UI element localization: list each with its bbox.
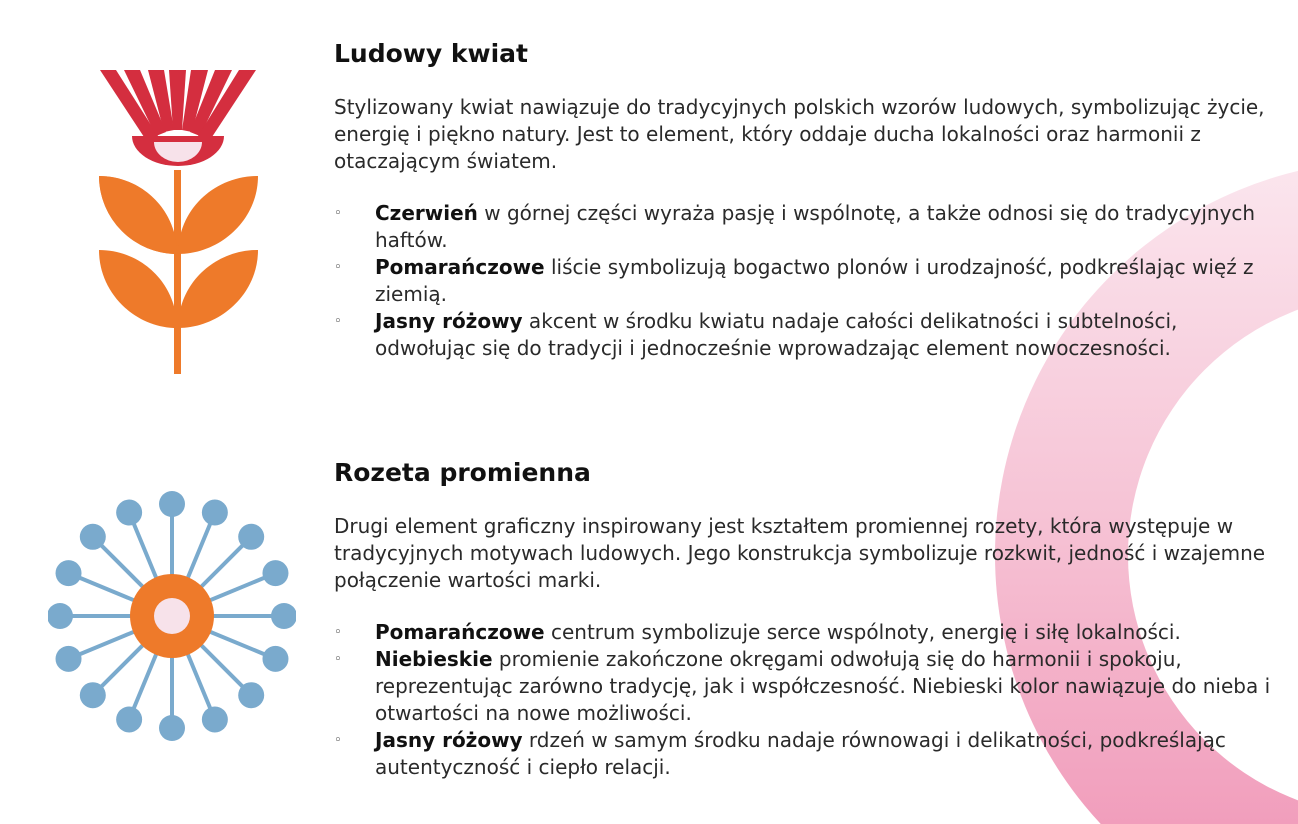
rosette-ray-dot [271,603,296,629]
list-item [334,619,1284,646]
bullet-icon: ◦ [334,625,342,640]
bullet-icon: ◦ [334,652,342,667]
bullet-text: liście symbolizują bogactwo plonów i urodzajność, podkreślając więź z ziemią. [375,255,1254,306]
rosette-ray-dot [48,603,73,629]
bullet-list [334,619,1284,781]
rosette-core [154,598,190,634]
list-item [334,646,1284,727]
rosette-ray-dot [202,706,228,732]
list-item [334,200,1284,254]
list-item [334,727,1284,781]
rosette-ray-dot [56,560,82,586]
rosette-ray-dot [238,524,264,550]
rosette-ray-dot [116,500,142,526]
section-description: Stylizowany kwiat nawiązuje do tradycyjnych polskich wzorów ludowych, symbolizując życie, energię i piękno natury. Jest to element, który oddaje ducha lokalności oraz harmonii z otaczającym światem. [334,95,1265,173]
list-item [334,254,1284,308]
bullet-icon: ◦ [334,206,342,221]
rosette-ray-dot [159,491,185,517]
rosette-ray-dot [262,646,288,672]
bullet-list [334,200,1284,362]
bullet-text: rdzeń w samym środku nadaje równowagi i delikatności, podkreślając autentyczność i ciepło relacji. [375,728,1226,779]
bullet-keyword: Pomarańczowe [375,255,545,279]
section-title: Ludowy kwiat [334,39,529,68]
bullet-text: w górnej części wyraża pasję i wspólnotę, a także odnosi się do tradycyjnych haftów. [375,201,1256,252]
section-description: Drugi element graficzny inspirowany jest kształtem promiennej rozety, która występuje w tradycyjnych motywach ludowych. Jego konstrukcja symbolizuje rozkwit, jedność i wzajemne połączenie wartości marki. [334,514,1266,592]
section-ludowy-kwiat [334,36,1284,362]
rosette-ray-dot [116,706,142,732]
rosette-ray-dot [80,682,106,708]
rosette-ray-dot [262,560,288,586]
bullet-keyword: Jasny różowy [375,309,523,333]
bullet-icon: ◦ [334,733,342,748]
rosette-ray-dot [202,500,228,526]
bullet-keyword: Niebieskie [375,647,493,671]
bullet-text: akcent w środku kwiatu nadaje całości delikatności i subtelności, odwołując się do tradycji i jednocześnie wprowadzając element nowoczesności. [375,309,1178,360]
bullet-icon: ◦ [334,314,342,329]
list-item [334,308,1284,362]
rosette-ray-dot [80,524,106,550]
bullet-text: promienie zakończone okręgami odwołują się do harmonii i spokoju, reprezentując zarówno tradycję, jak i współczesność. Niebieski kolor nawiązuje do nieba i otwartości na nowe możliwości. [375,647,1271,725]
folk-flower-icon [96,70,260,374]
rosette-ray-dot [56,646,82,672]
radial-rosette-icon [48,488,296,752]
bullet-keyword: Pomarańczowe [375,620,545,644]
rosette-ray-dot [159,715,185,741]
bullet-keyword: Jasny różowy [375,728,523,752]
rosette-ray-dot [238,682,264,708]
section-rozeta-promienna [334,455,1284,781]
bullet-icon: ◦ [334,260,342,275]
bullet-text: centrum symbolizuje serce wspólnoty, energię i siłę lokalności. [544,620,1181,644]
bullet-keyword: Czerwień [375,201,478,225]
section-title: Rozeta promienna [334,458,591,487]
